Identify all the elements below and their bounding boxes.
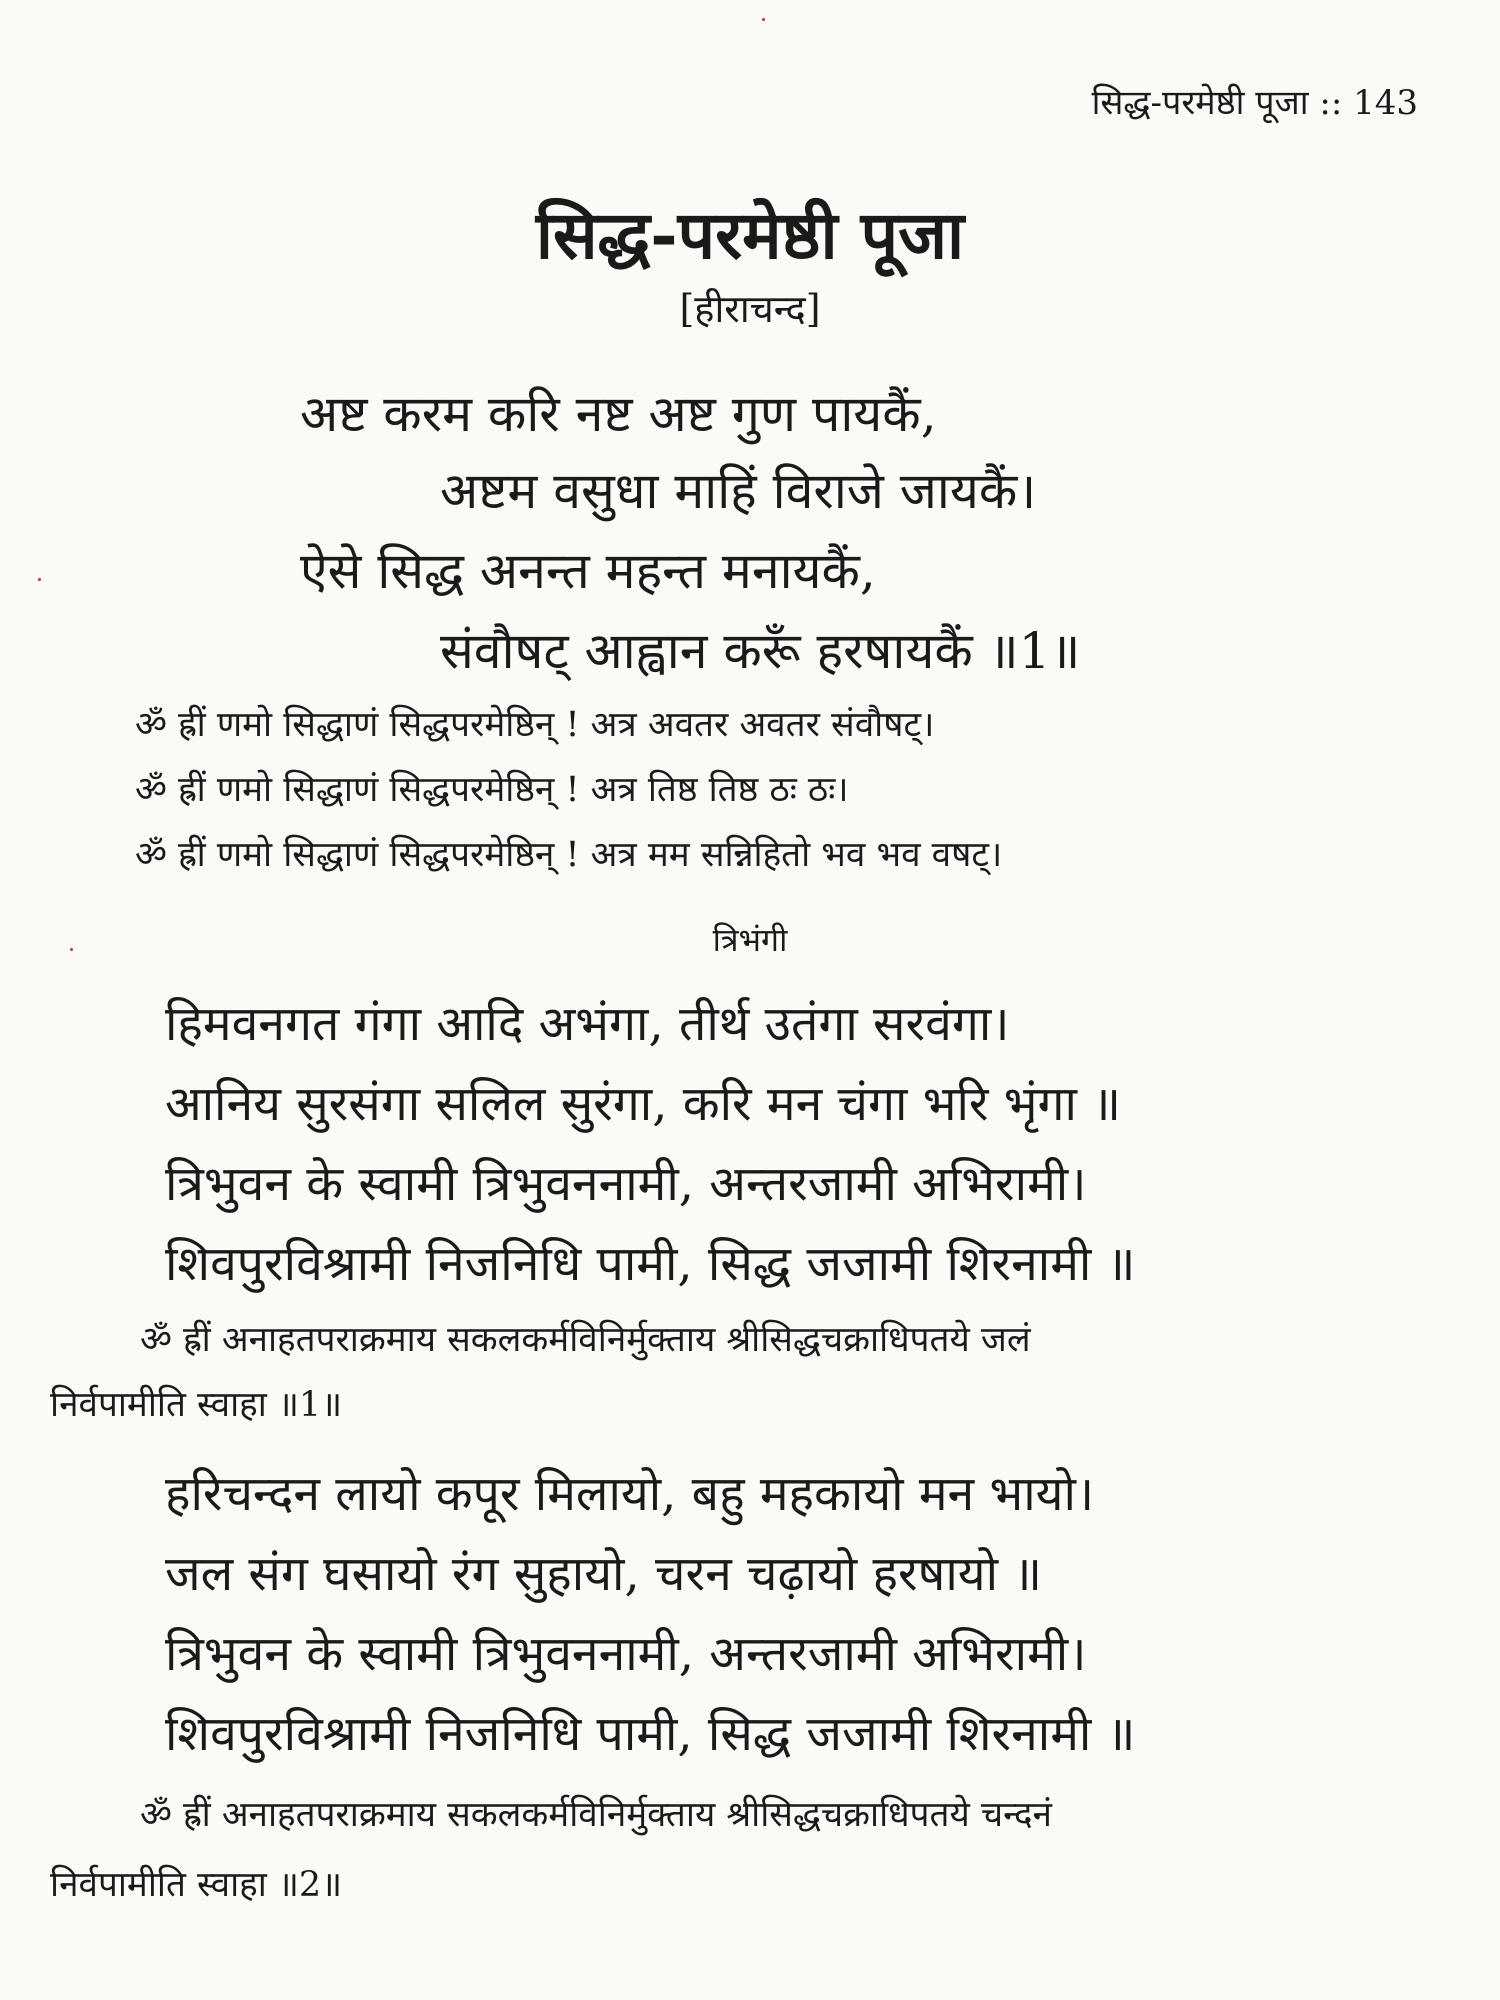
page-title: सिद्ध-परमेष्ठी पूजा — [535, 196, 965, 274]
print-speck — [38, 578, 41, 581]
invocation-mantra: ॐ ह्रीं णमो सिद्धाणं सिद्धपरमेष्ठिन् ! अत्र मम सन्निहितो भव भव वषट्। — [135, 835, 1003, 875]
offering-mantra: ॐ ह्रीं अनाहतपराक्रमाय सकलकर्मविनिर्मुक्ताय श्रीसिद्धचक्राधिपतये चन्दनं — [140, 1795, 1052, 1835]
invocation-verse-line: संवौषट् आह्वान करूँ हरषायकैं ॥1॥ — [440, 622, 1081, 680]
stanza-line: हरिचन्दन लायो कपूर मिलायो, बहु महकायो मन भायो। — [165, 1466, 1095, 1522]
stanza-line: जल संग घसायो रंग सुहायो, चरन चढ़ायो हरषायो ॥ — [165, 1546, 1043, 1602]
invocation-mantra: ॐ ह्रीं णमो सिद्धाणं सिद्धपरमेष्ठिन् ! अत्र तिष्ठ तिष्ठ ठः ठः। — [135, 770, 849, 810]
stanza-line: आनिय सुरसंगा सलिल सुरंगा, करि मन चंगा भरि भृंगा ॥ — [165, 1076, 1122, 1132]
invocation-verse-line: ऐसे सिद्ध अनन्त महन्त मनायकैं, — [300, 542, 876, 600]
invocation-verse-line: अष्टम वसुधा माहिं विराजे जायकैं। — [440, 462, 1037, 520]
offering-mantra: निर्वपामीति स्वाहा ॥2॥ — [50, 1865, 343, 1905]
invocation-verse-line: अष्ट करम करि नष्ट अष्ट गुण पायकैं, — [300, 385, 937, 443]
meter-label: त्रिभंगी — [712, 921, 788, 959]
stanza-line: त्रिभुवन के स्वामी त्रिभुवननामी, अन्तरजामी अभिरामी। — [165, 1626, 1087, 1682]
stanza-line: त्रिभुवन के स्वामी त्रिभुवननामी, अन्तरजामी अभिरामी। — [165, 1156, 1087, 1212]
offering-mantra: निर्वपामीति स्वाहा ॥1॥ — [50, 1385, 343, 1425]
print-speck — [70, 948, 73, 951]
print-speck — [762, 18, 765, 21]
stanza-line: शिवपुरविश्रामी निजनिधि पामी, सिद्ध जजामी शिरनामी ॥ — [165, 1236, 1136, 1292]
stanza-line: हिमवनगत गंगा आदि अभंगा, तीर्थ उतंगा सरवंगा। — [165, 996, 1010, 1052]
running-header: सिद्ध-परमेष्ठी पूजा :: 143 — [1091, 83, 1418, 123]
stanza-line: शिवपुरविश्रामी निजनिधि पामी, सिद्ध जजामी शिरनामी ॥ — [165, 1706, 1136, 1762]
author-credit: [हीराचन्द] — [679, 287, 821, 331]
invocation-mantra: ॐ ह्रीं णमो सिद्धाणं सिद्धपरमेष्ठिन् ! अत्र अवतर अवतर संवौषट्। — [135, 705, 935, 745]
offering-mantra: ॐ ह्रीं अनाहतपराक्रमाय सकलकर्मविनिर्मुक्ताय श्रीसिद्धचक्राधिपतये जलं — [140, 1320, 1031, 1360]
